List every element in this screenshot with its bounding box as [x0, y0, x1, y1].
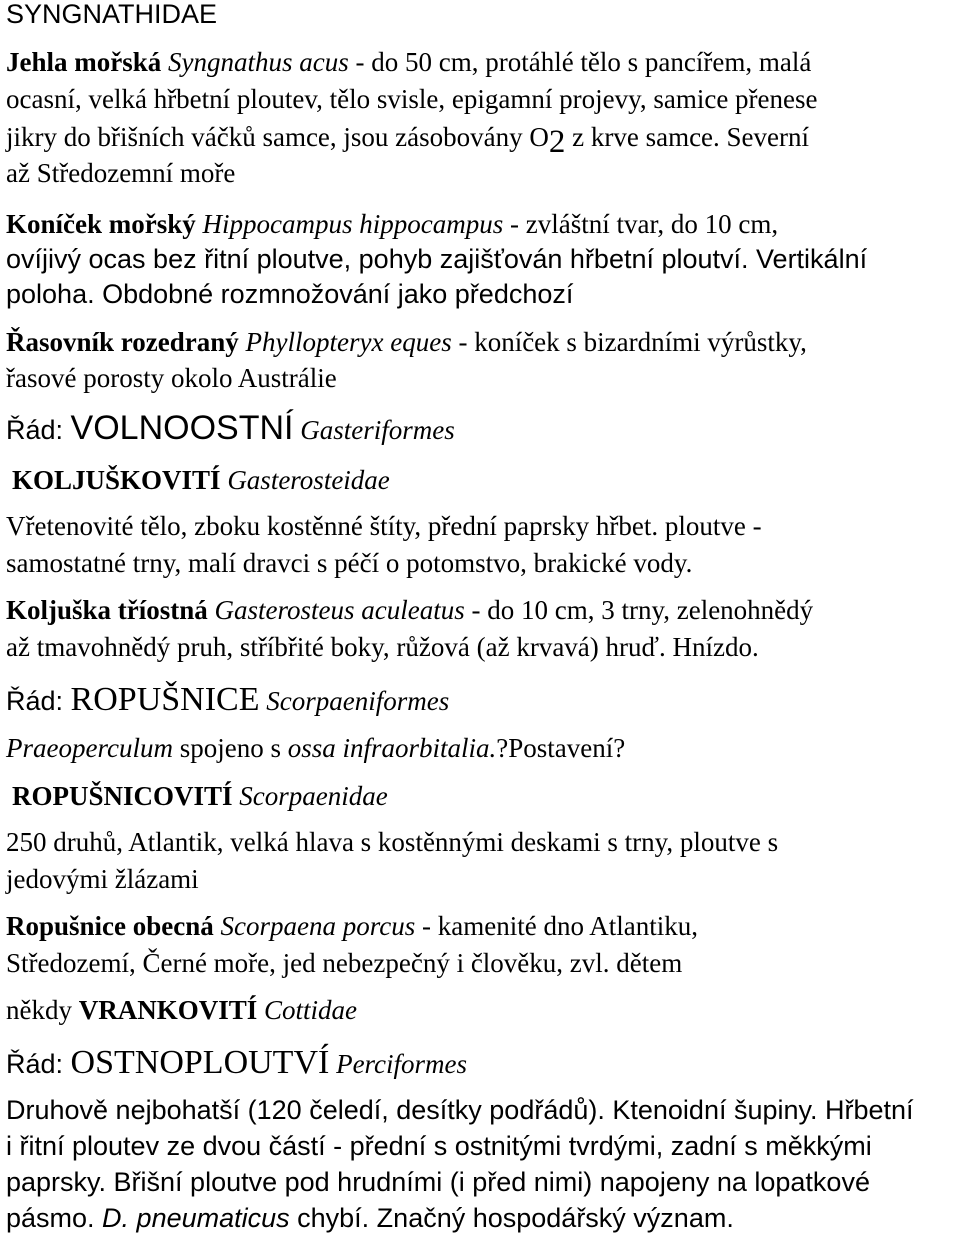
species-name: Jehla mořská	[6, 47, 162, 77]
order-name: OSTNOPLOUTVÍ	[70, 1044, 330, 1081]
species-ropusnice-line-2: Středozemí, Černé moře, jed nebezpečný i člověku, zvl. dětem	[6, 948, 683, 978]
order-name: ROPUŠNICE	[70, 681, 260, 718]
order-ostnoploutvi-desc-4	[6, 1200, 734, 1238]
species-konicek-line-1	[6, 206, 778, 244]
family-ropusnicoviti-desc-1: 250 druhů, Atlantik, velká hlava s kostěnnými deskami s trny, ploutve s	[6, 827, 779, 857]
text-segment: někdy	[6, 995, 79, 1025]
species-rasovnik-line-1	[6, 324, 807, 362]
species-name: Koníček mořský	[6, 209, 196, 239]
species-name: Řasovník rozedraný	[6, 327, 239, 357]
order-label: Řád:	[6, 686, 71, 716]
order-latin: Perciformes	[336, 1049, 468, 1079]
species-jehla-line-3	[6, 118, 810, 160]
order-name: VOLNOOSTNÍ	[70, 409, 294, 447]
order-ropusnice	[6, 681, 449, 721]
note-text: ?Postavení?	[496, 733, 626, 763]
order-latin: Gasteriformes	[300, 415, 455, 445]
order-label: Řád:	[6, 1049, 71, 1079]
family-koljuskoviti	[12, 462, 390, 500]
species-latin: Hippocampus hippocampus	[202, 209, 504, 239]
text-segment: jikry do břišních váčků samce, jsou zásobovány O	[6, 122, 549, 152]
note-term: ossa infraorbitalia.	[287, 733, 497, 763]
family-heading-syngnathidae	[6, 0, 217, 34]
species-latin: D. pneumaticus	[102, 1203, 290, 1233]
note-text: spojeno s	[172, 733, 288, 763]
subscript-2: 2	[548, 124, 566, 160]
family-koljuskoviti-desc-2: samostatné trny, malí dravci s péčí o potomstvo, brakické vody.	[6, 548, 693, 578]
order-ostnoploutvi-desc-3: paprsky. Břišní ploutve pod hrudními (i před nimi) napojeny na lopatkové	[6, 1167, 870, 1197]
species-konicek-line-2: ovíjivý ocas bez řitní ploutve, pohyb zajišťován hřbetní ploutví. Vertikální	[6, 244, 868, 274]
family-title: SYNGNATHIDAE	[6, 0, 218, 29]
text-segment: chybí. Značný hospodářský význam.	[289, 1203, 734, 1233]
family-ropusnicoviti	[12, 778, 388, 816]
species-jehla-line-1	[6, 44, 811, 82]
species-ropusnice-line-1	[6, 908, 698, 946]
text-segment: pásmo.	[6, 1203, 103, 1233]
order-label: Řád:	[6, 415, 71, 445]
note-term: Praeoperculum	[6, 733, 173, 763]
family-latin: Cottidae	[264, 995, 358, 1025]
family-latin: Scorpaenidae	[239, 781, 388, 811]
species-latin: Syngnathus acus	[168, 47, 349, 77]
species-konicek-line-3: poloha. Obdobné rozmnožování jako předchozí	[6, 279, 574, 309]
family-name: VRANKOVITÍ	[78, 995, 258, 1025]
species-latin: Scorpaena porcus	[220, 911, 416, 941]
order-ostnoploutvi	[6, 1044, 467, 1084]
species-jehla-line-2: ocasní, velká hřbetní ploutev, tělo svisle, epigamní projevy, samice přenese	[6, 84, 818, 114]
species-text: - kamenité dno Atlantiku,	[415, 911, 698, 941]
family-latin: Gasterosteidae	[227, 465, 390, 495]
species-rasovnik-line-2: řasové porosty okolo Austrálie	[6, 363, 337, 393]
order-ostnoploutvi-desc-2: i řitní ploutev ze dvou částí - přední s ostnitými tvrdými, zadní s měkkými	[6, 1131, 872, 1161]
order-ostnoploutvi-desc-1: Druhově nejbohatší (120 čeledí, desítky podřádů). Ktenoidní šupiny. Hřbetní	[6, 1095, 914, 1125]
family-koljuskoviti-desc-1: Vřetenovité tělo, zboku kostěnné štíty, přední paprsky hřbet. ploutve -	[6, 511, 762, 541]
text-segment: z krve samce. Severní	[565, 122, 810, 152]
species-text: - do 10 cm, 3 trny, zelenohnědý	[464, 595, 814, 625]
family-ropusnicoviti-desc-2: jedovými žlázami	[6, 864, 199, 894]
species-text: - koníček s bizardními výrůstky,	[451, 327, 807, 357]
species-name: Ropušnice obecná	[6, 911, 214, 941]
species-text: - do 50 cm, protáhlé tělo s pancířem, malá	[348, 47, 812, 77]
order-volnoostni	[6, 410, 455, 450]
species-koljuska-line-1	[6, 592, 813, 630]
family-name: KOLJUŠKOVITÍ	[12, 465, 221, 495]
species-name: Koljuška tříostná	[6, 595, 208, 625]
ropusnice-note	[6, 730, 625, 768]
family-name: ROPUŠNICOVITÍ	[12, 781, 233, 811]
species-latin: Gasterosteus aculeatus	[214, 595, 465, 625]
species-text: - zvláštní tvar, do 10 cm,	[503, 209, 779, 239]
species-jehla-line-4: až Středozemní moře	[6, 158, 236, 188]
species-latin: Phyllopteryx eques	[245, 327, 452, 357]
species-koljuska-line-2: až tmavohnědý pruh, stříbřité boky, růžová (až krvavá) hruď. Hnízdo.	[6, 632, 759, 662]
species-ropusnice-line-3	[6, 992, 357, 1030]
order-latin: Scorpaeniformes	[266, 686, 450, 716]
